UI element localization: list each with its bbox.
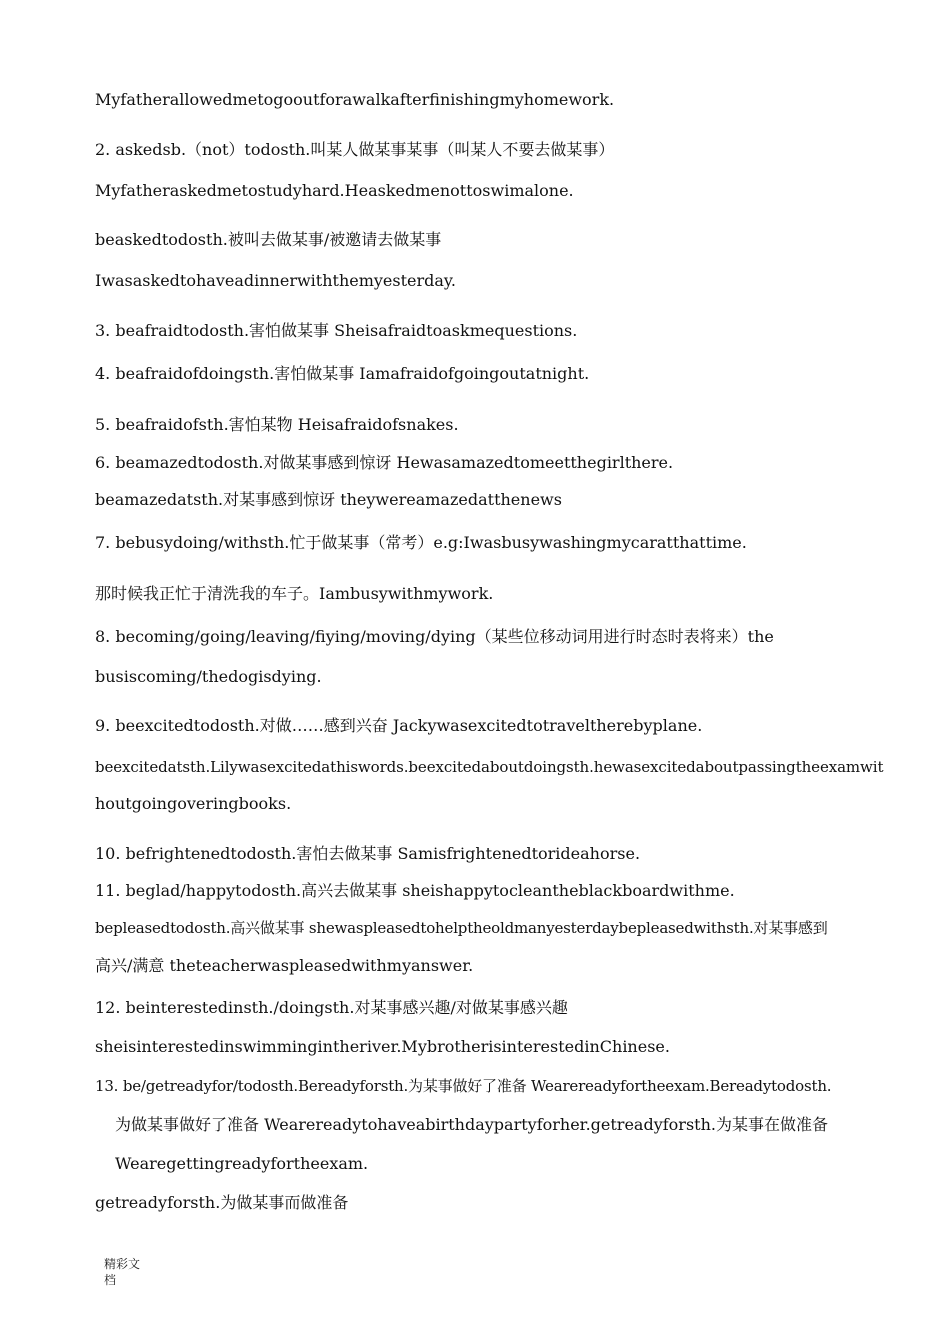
text-line: Myfatherallowedmetogooutforawalkafterfinishingmyhomework. [95,90,615,109]
text-line: 为做某事做好了准备 Wearereadytohaveabirthdaypartyforher.getreadyforsth.为某事在做准备 [115,1115,828,1134]
text-line: 5. beafraidofsth.害怕某物 Heisafraidofsnakes. [95,415,459,434]
footer-line: 精彩文 [104,1257,141,1271]
text-line: 3. beafraidtodosth.害怕做某事 Sheisafraidtoaskmequestions. [95,321,578,340]
text-line: bepleasedtodosth.高兴做某事 shewaspleasedtohelptheoldmanyesterdaybepleasedwithsth.对某事感到 [95,919,828,937]
text-line: 12. beinterestedinsth./doingsth.对某事感兴趣/对做某事感兴趣 [95,998,568,1017]
text-line: 8. becoming/going/leaving/fiying/moving/dying（某些位移动词用进行时态时表将来）the [95,627,774,646]
text-line: Myfatheraskedmetostudyhard.Heaskedmenottoswimalone. [95,181,574,200]
text-line: beaskedtodosth.被叫去做某事/被邀请去做某事 [95,230,442,249]
text-line: 那时候我正忙于清洗我的车子。Iambusywithmywork. [95,584,494,603]
text-line: 9. beexcitedtodosth.对做……感到兴奋 Jackywasexcitedtotraveltherebyplane. [95,716,703,735]
text-line: 2. askedsb.（not）todosth.叫某人做某事某事（叫某人不要去做某事） [95,140,615,159]
text-line: getreadyforsth.为做某事而做准备 [95,1193,349,1212]
text-line: 4. beafraidofdoingsth.害怕做某事 Iamafraidofgoingoutatnight. [95,364,590,383]
text-line: 6. beamazedtodosth.对做某事感到惊讶 Hewasamazedtomeetthegirlthere. [95,453,674,472]
text-line: 10. befrightenedtodosth.害怕去做某事 Samisfrightenedtorideahorse. [95,844,641,863]
text-line: beexcitedatsth.Lilywasexcitedathiswords.beexcitedaboutdoingsth.hewasexcitedaboutpassingtheexamwit [95,758,884,776]
text-line: 13. be/getreadyfor/todosth.Bereadyforsth.为某事做好了准备 Wearereadyfortheexam.Bereadytodosth. [95,1077,832,1095]
page-footer [104,1256,152,1288]
text-line: 7. bebusydoing/withsth.忙于做某事（常考）e.g:Iwasbusywashingmycaratthattime. [95,533,747,552]
text-line: beamazedatsth.对某事感到惊讶 theywereamazedatthenews [95,490,562,509]
text-line: 11. beglad/happytodosth.高兴去做某事 sheishappytocleantheblackboardwithme. [95,881,735,900]
text-line: 高兴/满意 theteacherwaspleasedwithmyanswer. [95,956,474,975]
text-line: houtgoingoveringbooks. [95,794,292,813]
text-line: sheisinterestedinswimmingintheriver.MybrotherisinterestedinChinese. [95,1037,670,1056]
text-line: Wearegettingreadyfortheexam. [115,1154,369,1173]
footer-line: 档 [104,1273,117,1287]
text-line: Iwasaskedtohaveadinnerwiththemyesterday. [95,271,456,290]
text-line: busiscoming/thedogisdying. [95,667,322,686]
